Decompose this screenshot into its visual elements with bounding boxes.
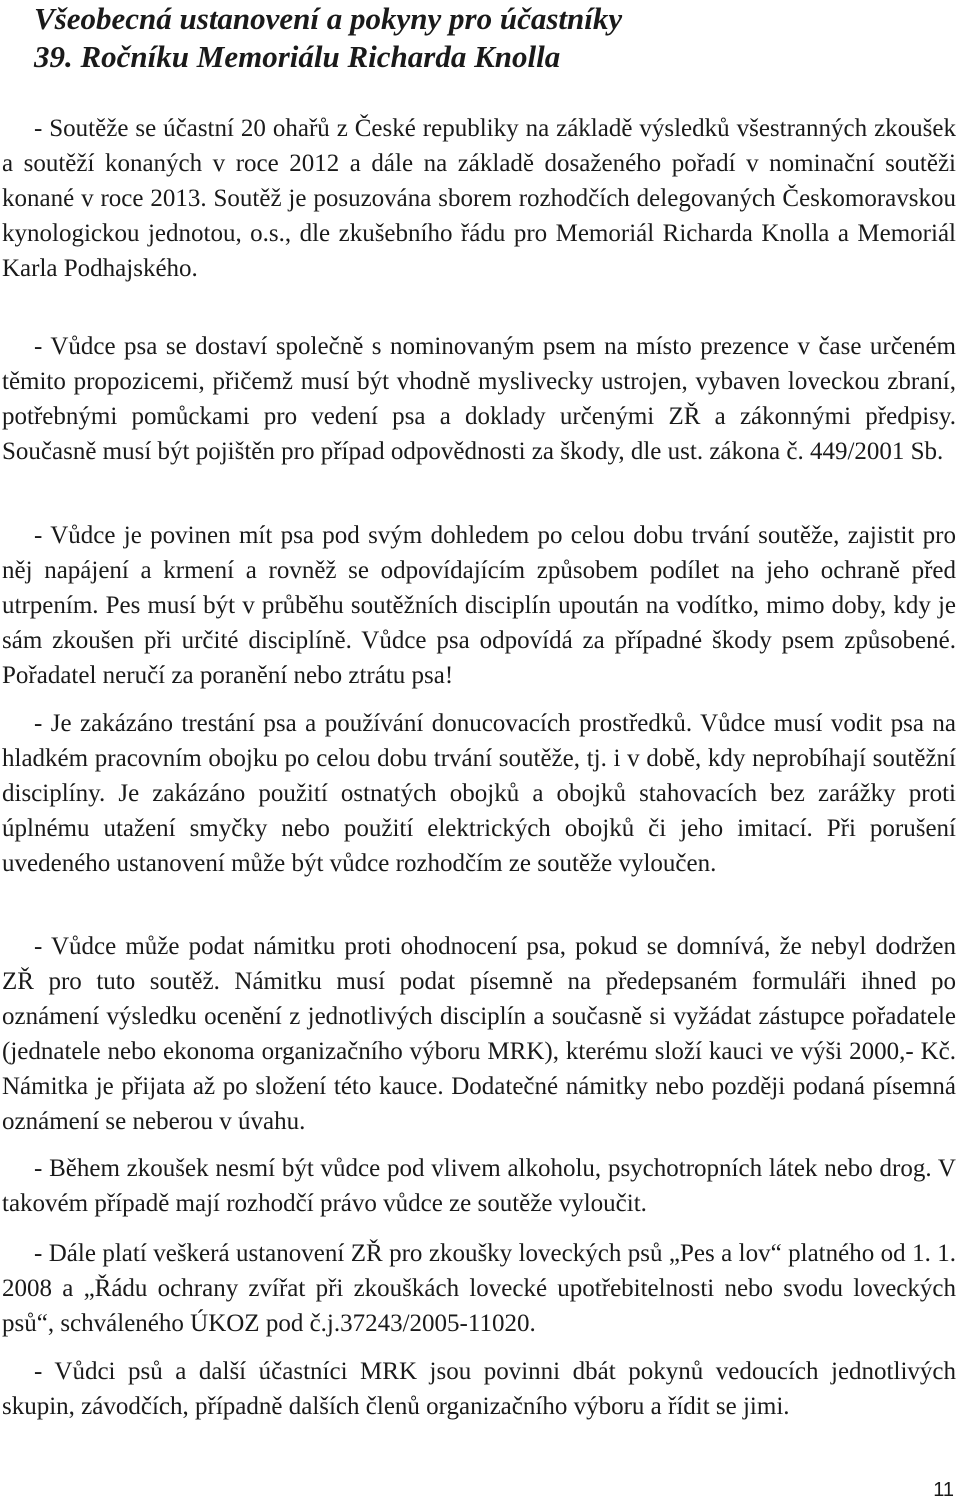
paragraph-text: - Vůdce může podat námitku proti ohodnocení psa, pokud se domnívá, že nebyl dodržen ZŘ pro tuto soutěž. Námitku musí podat písemně na předepsaném formuláři ihned po oznámení výsledku ocenění z jednotlivých disciplín a současně si vyžádat zástupce pořadatele (jednatele nebo ekonoma organizačního výboru MRK), kterému složí kauci ve výši 2000,- Kč. Námitka je přijata až po složení této kauce. Dodatečné námitky nebo později podaná písemná oznámení se neberou v úvahu. [2, 933, 956, 1135]
paragraph-instructions [2, 1354, 956, 1424]
title-line-1: Všeobecná ustanovení a pokyny pro účastníky [34, 1, 623, 36]
paragraph-handler-arrival [2, 329, 956, 469]
paragraph-text: - Vůdce je povinen mít psa pod svým dohledem po celou dobu trvání soutěže, zajistit pro něj napájení a krmení a rovněž se odpovídajícím způsobem podílet na jeho ochraně před utrpením. Pes musí být v průběhu soutěžních disciplín upoután na vodítko, mimo doby, kdy je sám zkoušen při určité disciplíně. Vůdce psa odpovídá za případné škody psem způsobené. Pořadatel neručí za poranění nebo ztrátu psa! [2, 522, 956, 689]
paragraph-text: - Vůdce psa se dostaví společně s nominovaným psem na místo prezence v čase určeném těmito propozicemi, přičemž musí být vhodně myslivecky ustrojen, vybaven loveckou zbraní, potřebnými pomůckami pro vedení psa a doklady určenými ZŘ a zákonnými předpisy. Současně musí být pojištěn pro případ odpovědnosti za škody, dle ust. zákona č. 449/2001 Sb. [2, 333, 956, 465]
title-line-2: 39. Ročníku Memoriálu Richarda Knolla [34, 39, 561, 74]
paragraph-regulations [2, 1236, 956, 1341]
paragraph-participants [2, 111, 956, 286]
paragraph-text: - Během zkoušek nesmí být vůdce pod vlivem alkoholu, psychotropních látek nebo drog. V takovém případě mají rozhodčí právo vůdce ze soutěže vyloučit. [2, 1155, 956, 1217]
paragraph-handler-duties [2, 518, 956, 693]
paragraph-text: - Dále platí veškerá ustanovení ZŘ pro zkoušky loveckých psů „Pes a lov“ platného od 1. 1. 2008 a „Řádu ochrany zvířat při zkouškách lovecké upotřebitelnosti nebo svodu loveckých psů“, schváleného ÚKOZ pod č.j.37243/2005-11020. [2, 1240, 956, 1337]
page-number: 11 [933, 1479, 954, 1501]
paragraph-text: - Vůdci psů a další účastníci MRK jsou povinni dbát pokynů vedoucích jednotlivých skupin, závodčích, případně dalších členů organizačního výboru a řídit se jimi. [2, 1358, 956, 1420]
paragraph-text: - Soutěže se účastní 20 ohařů z České republiky na základě výsledků všestranných zkoušek a soutěží konaných v roce 2012 a dále na základě dosaženého pořadí v nominační soutěži konané v roce 2013. Soutěž je posuzována sborem rozhodčích delegovaných Českomoravskou kynologickou jednotou, o.s., dle zkušebního řádu pro Memoriál Richarda Knolla a Memoriál Karla Podhajského. [2, 115, 956, 282]
page-title [34, 0, 934, 76]
paragraph-prohibitions [2, 706, 956, 881]
paragraph-alcohol [2, 1151, 956, 1221]
paragraph-objections [2, 929, 956, 1139]
paragraph-text: - Je zakázáno trestání psa a používání donucovacích prostředků. Vůdce musí vodit psa na hladkém pracovním obojku po celou dobu trvání soutěže, tj. i v době, kdy neprobíhají soutěžní disciplíny. Je zakázáno použití ostnatých obojků a obojků stahovacích bez zarážky proti úplnému utažení smyčky nebo použití elektrických obojků či jeho imitací. Při porušení uvedeného ustanovení může být vůdce rozhodčím ze soutěže vyloučen. [2, 710, 956, 877]
